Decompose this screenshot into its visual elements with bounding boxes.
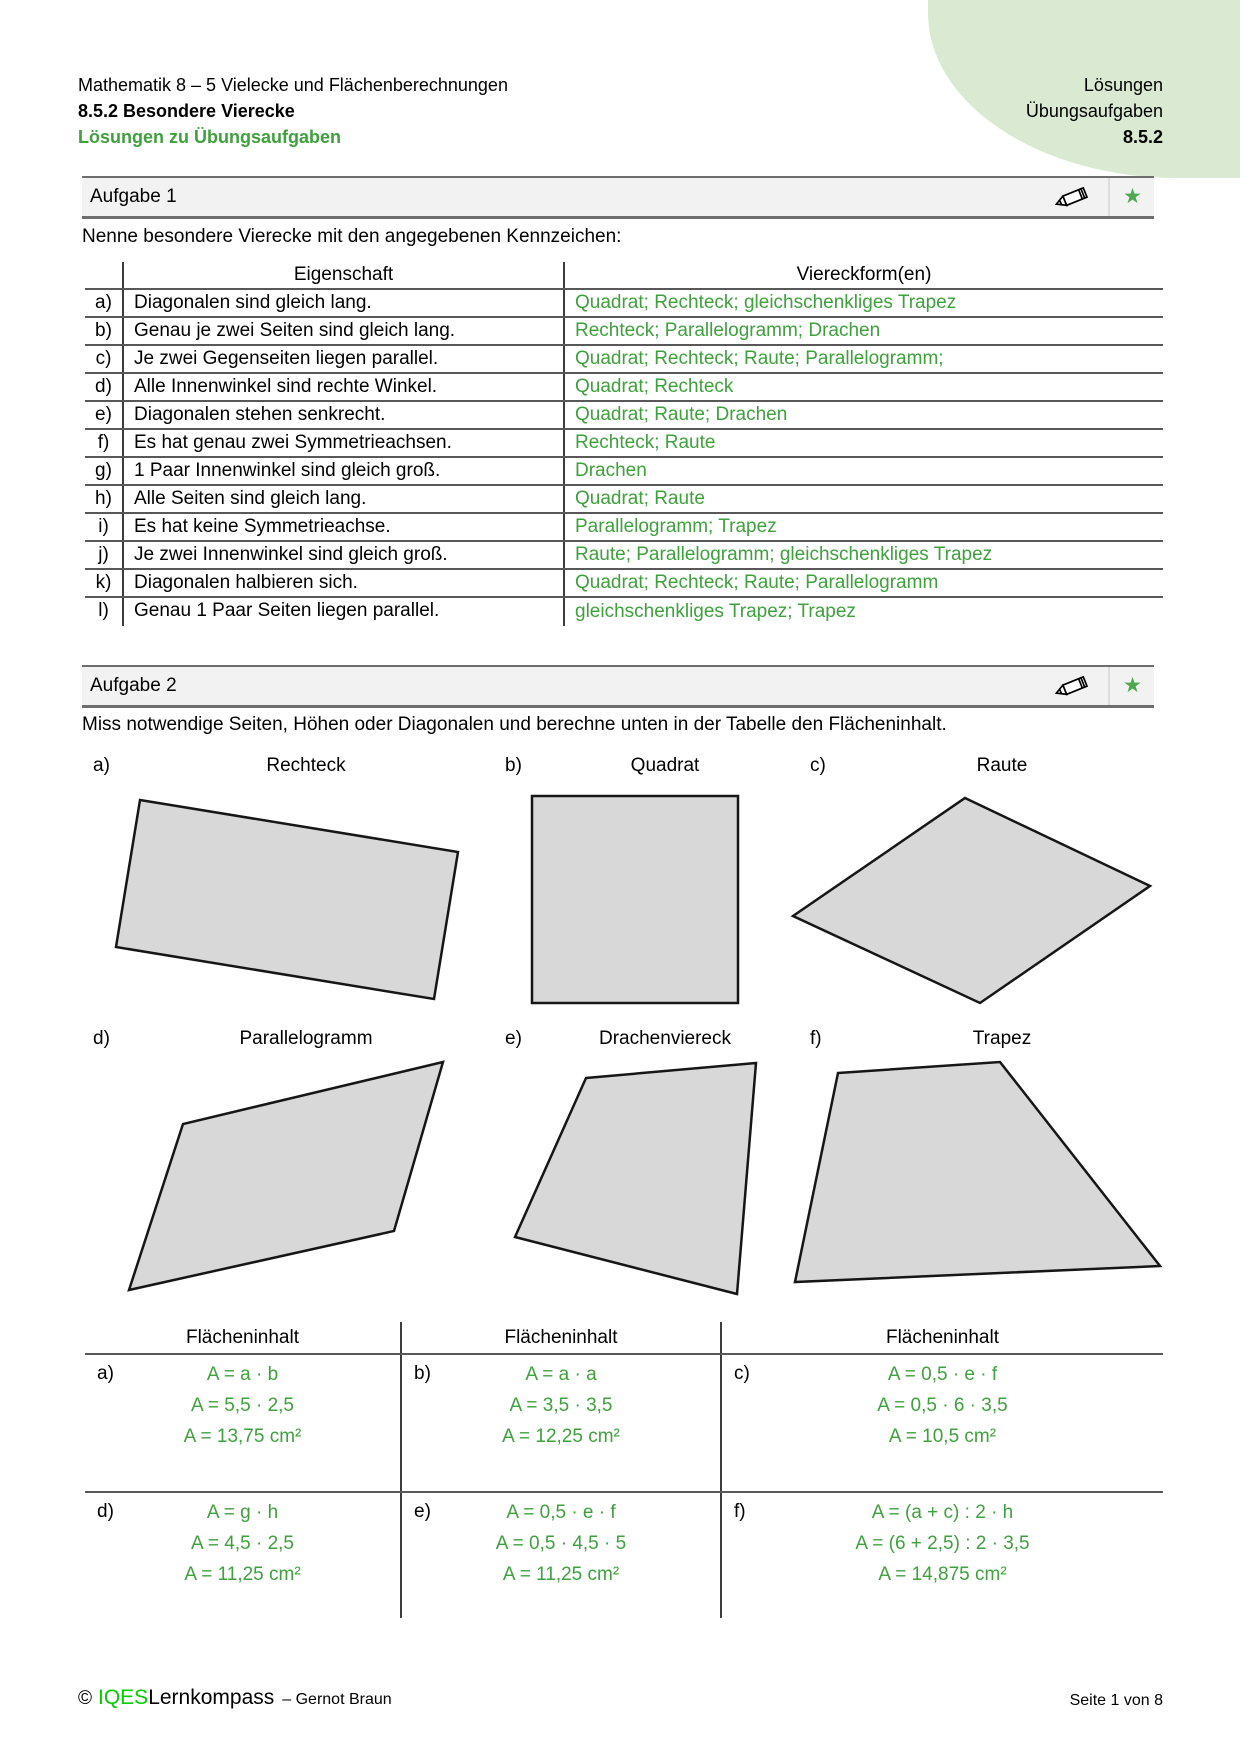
formula-line: A = 0,5 · 4,5 · 5 [495,1533,627,1554]
copyright-icon: © [78,1688,92,1709]
formula-line: A = 13,75 cm² [183,1426,302,1447]
row-letter: l) [85,598,124,626]
shape-name-trapez: Trapez [972,1028,1032,1049]
header-subtitle: Lösungen zu Übungsaufgaben [78,127,341,147]
formula-line: A = 4,5 · 2,5 [191,1533,294,1554]
row-letter: g) [85,458,124,484]
table-row [85,458,1163,486]
row-letter: f) [85,430,124,456]
table-header-row [85,262,1163,290]
shape-letter-b: b) [505,755,522,776]
area-col-3 [722,1322,1163,1618]
page-number: Seite 1 von 8 [1069,1692,1163,1709]
row-letter: c) [85,346,124,372]
area-cell-b [402,1355,720,1491]
table-row [85,542,1163,570]
bar-divider [1108,178,1110,216]
table-row [85,290,1163,318]
row-answer: Quadrat; Raute [575,488,705,509]
formula-line: A = g · h [206,1502,279,1523]
task1-instruction: Nenne besondere Vierecke mit den angegebenen Kennzeichen: [82,226,622,247]
formula-line: A = 14,875 cm² [878,1564,1007,1585]
area-cell-a [85,1355,400,1491]
shape-name-drachenviereck: Drachenviereck [599,1028,731,1049]
cell-letter: e) [414,1501,431,1522]
shape-letter-c: c) [810,755,826,776]
row-property: Alle Seiten sind gleich lang. [124,486,565,512]
task2-instruction: Miss notwendige Seiten, Höhen oder Diagonalen und berechne unten in der Tabelle den Flächeninhalt. [82,714,947,735]
corner-line2: Übungsaufgaben [1025,101,1163,121]
formula-line: A = 0,5 · e · f [506,1502,616,1523]
brand-lernkompass: Lernkompass [148,1686,275,1709]
footer [78,1686,392,1710]
row-letter: b) [85,318,124,344]
header-letter-cell [85,262,124,288]
shape-parallelogramm [129,1062,443,1290]
task2-title: Aufgabe 2 [90,675,177,696]
cell-letter: a) [97,1363,114,1384]
table-row [85,570,1163,598]
row-property: Je zwei Innenwinkel sind gleich groß. [124,542,565,568]
star-icon: ★ [1123,674,1142,697]
shape-trapez [795,1062,1160,1282]
row-answer: Rechteck; Parallelogramm; Drachen [575,320,881,341]
formula-line: A = 12,25 cm² [502,1426,620,1447]
area-col-2 [402,1322,720,1618]
row-answer: Quadrat; Raute; Drachen [575,404,788,425]
header-property-cell: Eigenschaft [124,262,565,288]
row-property: Genau 1 Paar Seiten liegen parallel. [124,598,565,626]
row-letter: h) [85,486,124,512]
shape-name-quadrat: Quadrat [630,755,700,776]
row-answer: Quadrat; Rechteck; Raute; Parallelogramm; [575,348,944,369]
shape-rechteck [116,800,458,999]
header-corner [1026,72,1163,150]
shape-letter-d: d) [93,1028,110,1049]
row-property: Es hat keine Symmetrieachse. [124,514,565,540]
brand-iqes: IQES [98,1686,149,1709]
table-row [85,318,1163,346]
row-answer: gleichschenkliges Trapez; Trapez [575,601,856,622]
shape-raute [793,798,1150,1003]
row-property: Diagonalen halbieren sich. [124,570,565,596]
shape-letter-a: a) [93,755,110,776]
shape-quadrat [532,796,738,1003]
area-header: Flächeninhalt [885,1327,1000,1348]
task1-title: Aufgabe 1 [90,186,177,207]
row-property: Es hat genau zwei Symmetrieachsen. [124,430,565,456]
table-row [85,486,1163,514]
row-property: Je zwei Gegenseiten liegen parallel. [124,346,565,372]
shape-letter-e: e) [505,1028,522,1049]
table-row [85,402,1163,430]
cell-letter: c) [734,1363,750,1384]
formula-line: A = 0,5 · e · f [887,1364,998,1385]
row-property: Diagonalen sind gleich lang. [124,290,565,316]
row-answer: Drachen [575,460,647,481]
row-letter: d) [85,374,124,400]
area-cell-e [402,1493,720,1618]
row-property: 1 Paar Innenwinkel sind gleich groß. [124,458,565,484]
table-row [85,374,1163,402]
row-letter: a) [85,290,124,316]
area-cell-d [85,1493,400,1618]
row-answer: Rechteck; Raute [575,432,716,453]
cell-letter: d) [97,1501,114,1522]
formula-line: A = 11,25 cm² [502,1564,620,1585]
row-answer: Quadrat; Rechteck [575,376,734,397]
row-letter: k) [85,570,124,596]
area-col-1 [85,1322,400,1618]
row-letter: e) [85,402,124,428]
table-row [85,430,1163,458]
row-answer: Raute; Parallelogramm; gleichschenkliges Trapez [575,544,993,565]
row-answer: Parallelogramm; Trapez [575,516,777,537]
header-chapter: 8.5.2 Besondere Vierecke [78,101,295,121]
shape-name-parallelogramm: Parallelogramm [239,1028,373,1049]
row-letter: i) [85,514,124,540]
row-answer: Quadrat; Rechteck; gleichschenkliges Trapez [575,292,957,313]
area-cell-f [722,1493,1163,1618]
row-property: Diagonalen stehen senkrecht. [124,402,565,428]
star-icon: ★ [1123,185,1142,208]
formula-line: A = (6 + 2,5) : 2 · 3,5 [855,1533,1030,1554]
area-header: Flächeninhalt [504,1327,618,1348]
formula-line: A = a · b [206,1364,279,1385]
formula-line: A = 11,25 cm² [184,1564,301,1585]
corner-line3: 8.5.2 [1122,127,1163,147]
row-answer: Quadrat; Rechteck; Raute; Parallelogramm [575,572,939,593]
area-table [85,1322,1163,1618]
header-forms-cell: Viereckform(en) [796,264,932,285]
row-property: Genau je zwei Seiten sind gleich lang. [124,318,565,344]
header-course: Mathematik 8 – 5 Vielecke und Flächenberechnungen [78,75,508,95]
formula-line: A = 0,5 · 6 · 3,5 [877,1395,1008,1416]
footer-author: – Gernot Braun [282,1691,392,1708]
cell-letter: f) [734,1501,746,1522]
area-header: Flächeninhalt [185,1327,300,1348]
pencil-icon [1052,670,1096,702]
pencil-icon [1052,181,1096,213]
formula-line: A = 5,5 · 2,5 [191,1395,294,1416]
task2-bar [82,665,1154,708]
table-row [85,598,1163,626]
row-letter: j) [85,542,124,568]
shape-name-rechteck: Rechteck [266,755,346,776]
cell-letter: b) [414,1363,431,1384]
formula-line: A = (a + c) : 2 · h [871,1502,1014,1523]
formula-line: A = 3,5 · 3,5 [509,1395,613,1416]
formula-line: A = 10,5 cm² [888,1426,997,1447]
bar-divider [1108,667,1110,705]
formula-line: A = a · a [525,1364,597,1385]
row-property: Alle Innenwinkel sind rechte Winkel. [124,374,565,400]
shape-drachenviereck [515,1063,756,1294]
shape-letter-f: f) [810,1028,822,1049]
header-left [78,72,508,150]
table-row [85,346,1163,374]
task1-table [85,262,1163,626]
area-cell-c [722,1355,1163,1491]
corner-line1: Lösungen [1083,75,1163,95]
table-row [85,514,1163,542]
task1-bar [82,176,1154,219]
shape-name-raute: Raute [976,755,1028,776]
